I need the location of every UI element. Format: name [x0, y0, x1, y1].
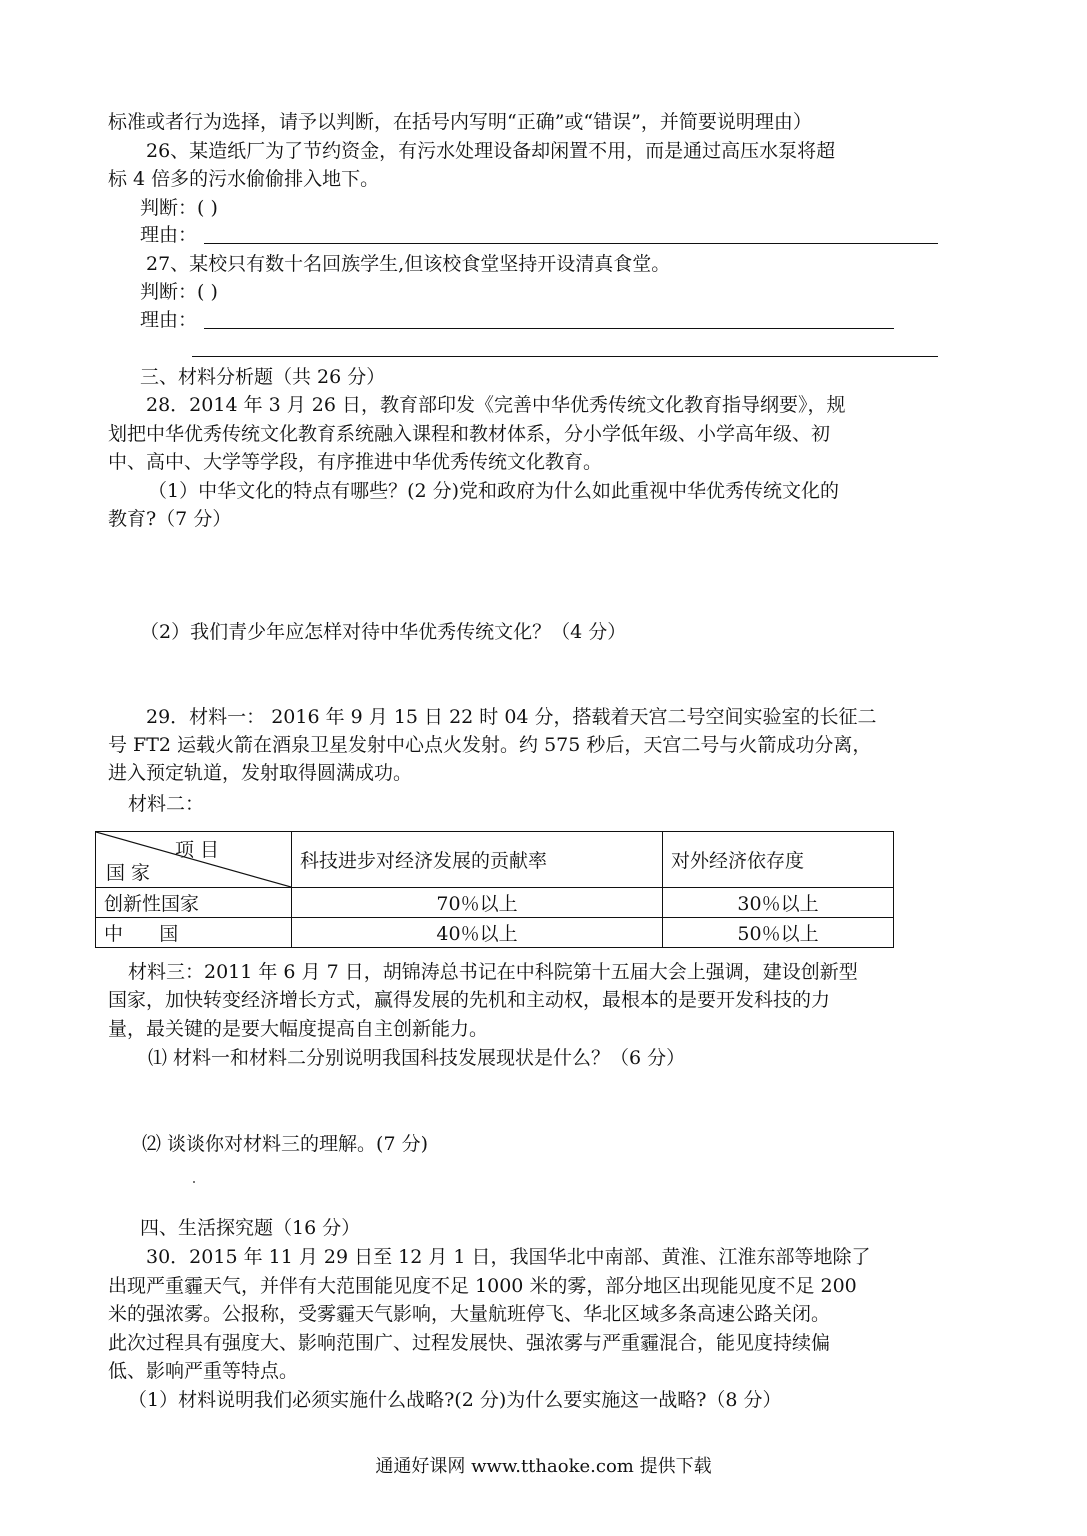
cell-contribution: 40％以上: [292, 918, 663, 948]
table-header-row: [96, 832, 894, 888]
q27-answer-line-2: [192, 356, 938, 357]
q28-sub1-line1: （1）中华文化的特点有哪些？(2 分)党和政府为什么如此重视中华优秀传统文化的: [148, 480, 840, 502]
q29-material3-line1: 材料三：2011 年 6 月 7 日，胡锦涛总书记在中科院第十五届大会上强调，建设创新型: [128, 961, 858, 983]
q28-text-line1: 28．2014 年 3 月 26 日，教育部印发《完善中华优秀传统文化教育指导纲要》，规: [146, 394, 846, 416]
q30-text-line5: 低、影响严重等特点。: [108, 1360, 299, 1382]
table-diagonal-header: [96, 832, 292, 888]
section3-title: 三、材料分析题（共 26 分）: [140, 366, 386, 388]
q29-material1-line2: 号 FT2 运载火箭在酒泉卫星发射中心点火发射。约 575 秒后，天宫二号与火箭成功分离，: [108, 734, 872, 756]
q30-text-line1: 30．2015 年 11 月 29 日至 12 月 1 日，我国华北中南部、黄淮、江淮东部等地除了: [146, 1246, 871, 1268]
diag-header-item: 项 目: [174, 839, 219, 861]
q28-text-line2: 划把中华优秀传统文化教育系统融入课程和教材体系，分小学低年级、小学高年级、初: [108, 423, 831, 445]
q27-text-line1: 27、某校只有数十名回族学生,但该校食堂坚持开设清真食堂。: [146, 253, 671, 275]
cell-country: 中 国: [96, 918, 292, 948]
q26-answer-line: [204, 243, 938, 244]
q29-material3-line3: 量，最关键的是要大幅度提高自主创新能力。: [108, 1018, 489, 1040]
q26-text-line1: 26、某造纸厂为了节约资金，有污水处理设备却闲置不用，而是通过高压水泵将超: [146, 140, 836, 162]
q30-text-line2: 出现严重霾天气，并伴有大范围能见度不足 1000 米的雾，部分地区出现能见度不足 200: [108, 1275, 857, 1297]
q27-answer-line-1: [204, 328, 894, 329]
q30-text-line3: 米的强浓雾。公报称，受雾霾天气影响，大量航班停飞、华北区域多条高速公路关闭。: [108, 1303, 831, 1325]
q26-text-line2: 标 4 倍多的污水偷偷排入地下。: [108, 168, 380, 190]
q28-sub2: （2）我们青少年应怎样对待中华优秀传统文化？（4 分）: [140, 621, 627, 643]
q26-reason-label: 理由：: [140, 224, 198, 246]
footer-source: 通通好课网 www.tthaoke.com 提供下载: [375, 1456, 712, 1477]
cell-dependence: 50％以上: [663, 918, 894, 948]
q30-text-line4: 此次过程具有强度大、影响范围广、过程发展快、强浓雾与严重霾混合，能见度持续偏: [108, 1332, 831, 1354]
stray-mark: [193, 1181, 195, 1183]
cell-dependence: 30％以上: [663, 888, 894, 918]
q29-data-table: [95, 831, 894, 948]
col-header-dependence: 对外经济依存度: [663, 832, 894, 888]
cell-country: 创新性国家: [96, 888, 292, 918]
q29-material1-line3: 进入预定轨道，发射取得圆满成功。: [108, 762, 413, 784]
table-row: [96, 888, 894, 918]
q26-judge-label: 判断：( ): [140, 197, 218, 219]
col-header-contribution: 科技进步对经济发展的贡献率: [292, 832, 663, 888]
section4-title: 四、生活探究题（16 分）: [140, 1217, 361, 1239]
diag-header-country: 国 家: [106, 862, 151, 884]
cell-contribution: 70％以上: [292, 888, 663, 918]
q27-reason-label: 理由：: [140, 309, 198, 331]
q29-sub1: ⑴ 材料一和材料二分别说明我国科技发展现状是什么？（6 分）: [148, 1047, 686, 1069]
q30-sub1: （1）材料说明我们必须实施什么战略?(2 分)为什么要实施这一战略?（8 分）: [128, 1389, 782, 1411]
q28-sub1-line2: 教育?（7 分）: [108, 508, 232, 530]
table-row: [96, 918, 894, 948]
q29-material1-line1: 29．材料一： 2016 年 9 月 15 日 22 时 04 分，搭载着天宫二号空间实验室的长征二: [146, 706, 877, 728]
q28-text-line3: 中、高中、大学等学段，有序推进中华优秀传统文化教育。: [108, 451, 603, 473]
q29-sub2: ⑵ 谈谈你对材料三的理解。(7 分): [142, 1133, 428, 1155]
q29-material2-label: 材料二：: [128, 793, 205, 815]
q27-judge-label: 判断：( ): [140, 281, 218, 303]
q29-material3-line2: 国家，加快转变经济增长方式，赢得发展的先机和主动权，最根本的是要开发科技的力: [108, 989, 831, 1011]
instruction-line: 标准或者行为选择，请予以判断，在括号内写明“正确”或“错误”，并简要说明理由）: [108, 111, 812, 133]
